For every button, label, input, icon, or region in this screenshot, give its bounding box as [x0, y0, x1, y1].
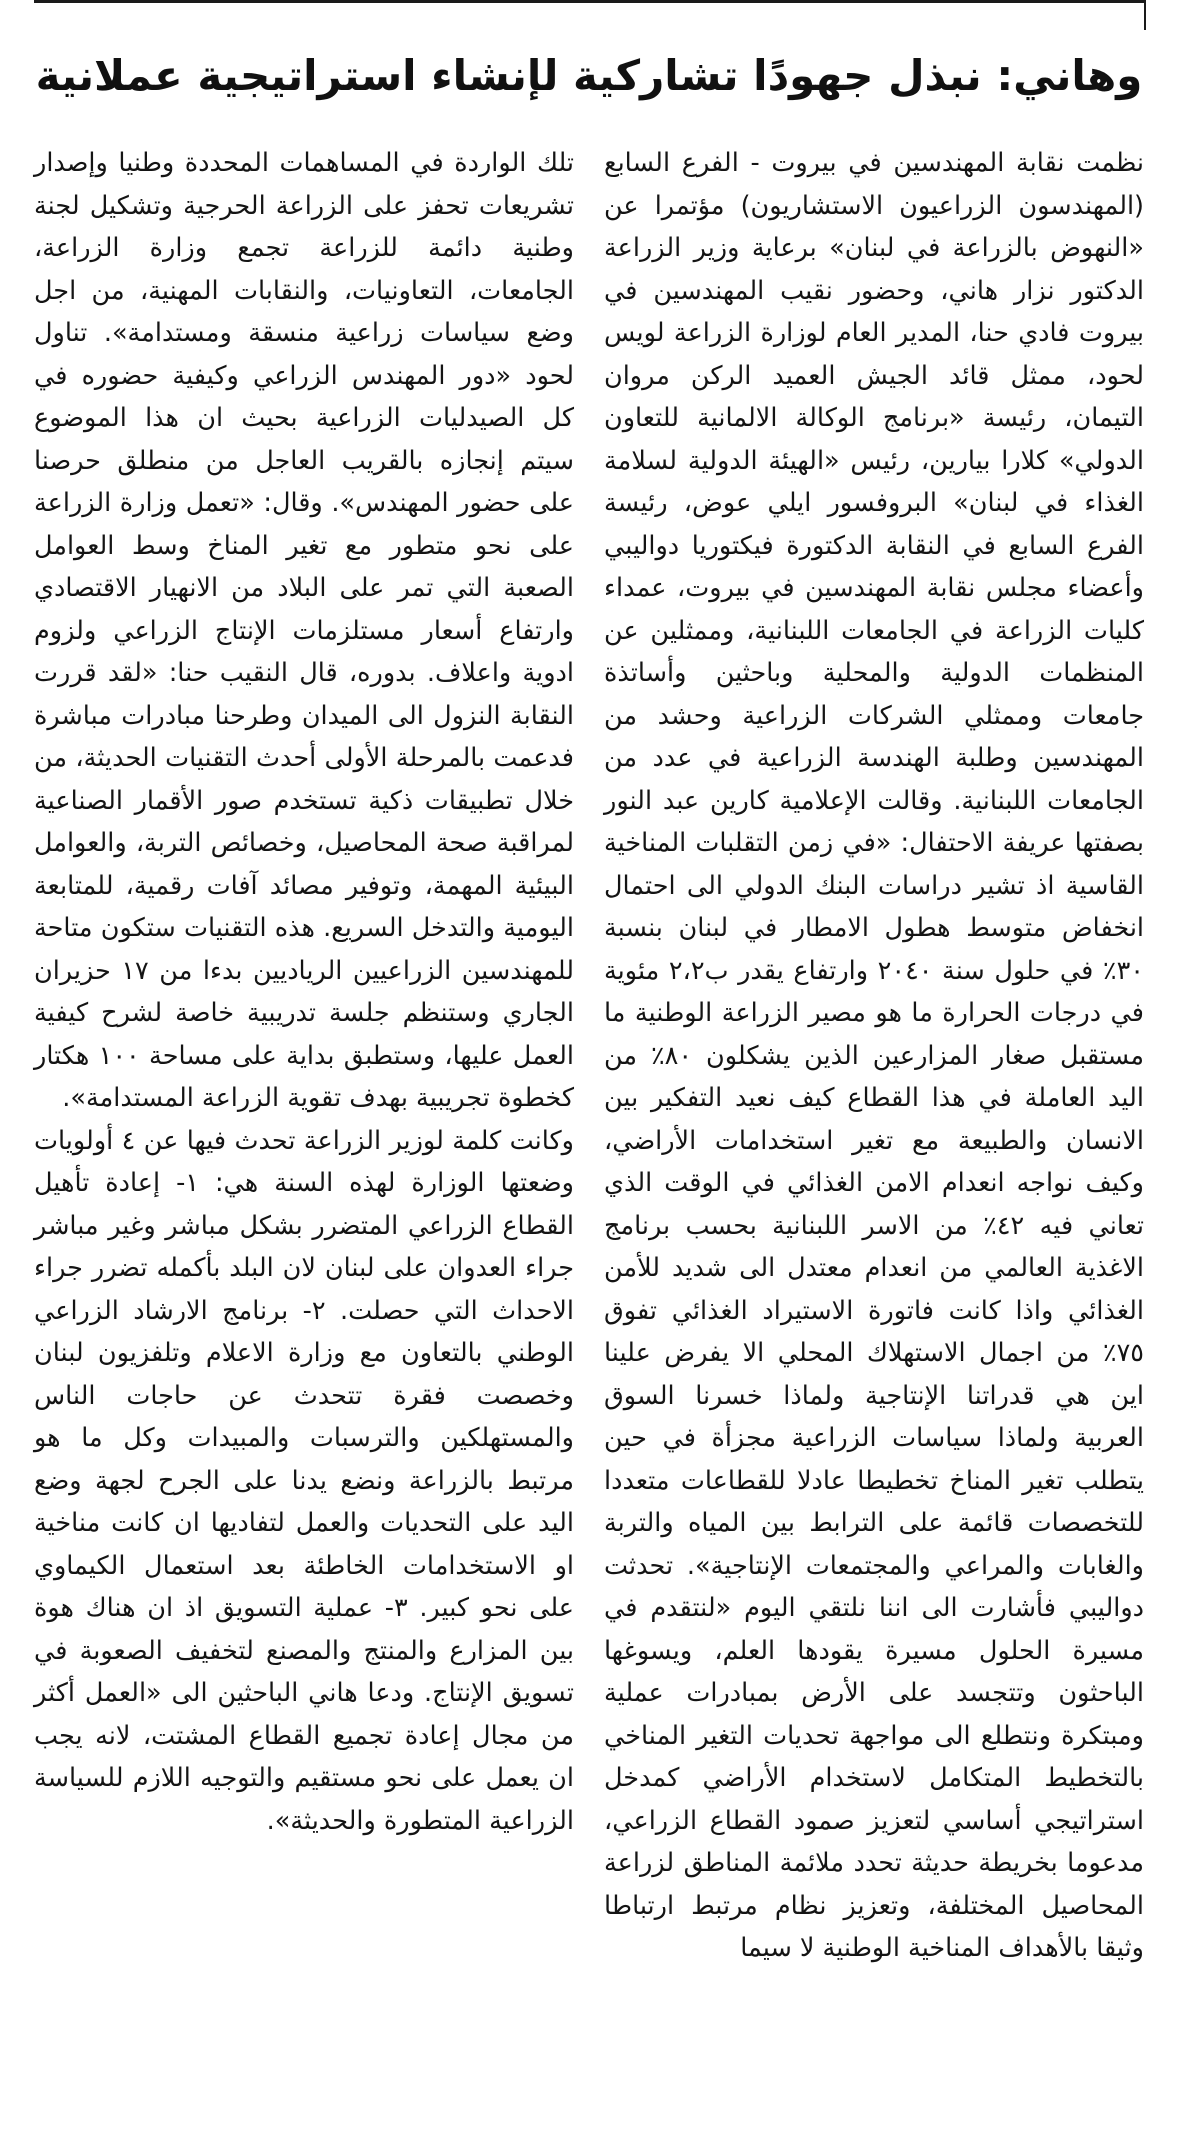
- side-rule: [1144, 0, 1146, 30]
- article-paragraph: وكانت كلمة لوزير الزراعة تحدث فيها عن ٤ أولويات وضعتها الوزارة لهذه السنة هي: ١- إعادة تأهيل القطاع الزراعي المتضرر بشكل مباشر وغير مباشر جراء العدوان على لبنان لان البلد بأكمله تضرر جراء الاحداث التي حصلت. ٢- برنامج الارشاد الزراعي الوطني بالتعاون مع وزارة الاعلام وتلفزيون لبنان وخصصت فقرة تتحدث عن حاجات الناس والمستهلكين والترسبات والمبيدات وكل ما هو مرتبط بالزراعة ونضع يدنا على الجرح لجهة وضع اليد على التحديات والعمل لتفاديها ان كانت مناخية او الاستخدامات الخاطئة بعد استعمال الكيماوي على نحو كبير. ٣- عملية التسويق اذ ان هناك هوة بين المزارع والمنتج والمصنع لتخفيف الصعوبة في تسويق الإنتاج. ودعا هاني الباحثين الى «العمل أكثر من مجال إعادة تجميع القطاع المشتت، لانه يجب ان يعمل على نحو مستقيم والتوجيه اللازم للسياسة الزراعية المتطورة والحديثة».: [34, 1125, 574, 1836]
- article-column-left: [34, 142, 574, 1842]
- article-paragraph: تلك الواردة في المساهمات المحددة وطنيا وإصدار تشريعات تحفز على الزراعة الحرجية وتشكيل لجنة وطنية دائمة للزراعة تجمع وزارة الزراعة، الجامعات، التعاونيات، والنقابات المهنية، من اجل وضع سياسات زراعية منسقة ومستدامة». تناول لحود «دور المهندس الزراعي وكيفية حضوره في كل الصيدليات الزراعية بحيث ان هذا الموضوع سيتم إنجازه بالقريب العاجل من منطلق حرصنا على حضور المهندس». وقال: «تعمل وزارة الزراعة على نحو متطور مع تغير المناخ وسط العوامل الصعبة التي تمر على البلاد من الانهيار الاقتصادي وارتفاع أسعار مستلزمات الإنتاج الزراعي ولزوم ادوية واعلاف. بدوره، قال النقيب حنا: «لقد قررت النقابة النزول الى الميدان وطرحنا مبادرات مباشرة فدعمت بالمرحلة الأولى أحدث التقنيات الحديثة، من خلال تطبيقات ذكية تستخدم صور الأقمار الصناعية لمراقبة صحة المحاصيل، وخصائص التربة، والعوامل البيئية المهمة، وتوفير مصائد آفات رقمية، للمتابعة اليومية والتدخل السريع. هذه التقنيات ستكون متاحة للمهندسين الزراعيين الرياديين بدءا من ١٧ حزيران الجاري وستنظم جلسة تدريبية خاصة لشرح كيفية العمل عليها، وستطبق بداية على مساحة ١٠٠ هكتار كخطوة تجريبية بهدف تقوية الزراعة المستدامة».: [34, 148, 575, 1113]
- article-paragraph: نظمت نقابة المهندسين في بيروت - الفرع السابع (المهندسون الزراعيون الاستشاريون) مؤتمرا عن «النهوض بالزراعة في لبنان» برعاية وزير الزراعة الدكتور نزار هاني، وحضور نقيب المهندسين في بيروت فادي حنا، المدير العام لوزارة الزراعة لويس لحود، ممثل قائد الجيش العميد الركن مروان التيمان، رئيسة «برنامج الوكالة الالمانية للتعاون الدولي» كلارا بيارين، رئيس «الهيئة الدولية لسلامة الغذاء في لبنان» البروفسور ايلي عوض، رئيسة الفرع السابع في النقابة الدكتورة فيكتوريا دواليبي وأعضاء مجلس نقابة المهندسين في بيروت، عمداء كليات الزراعة في الجامعات اللبنانية، وممثلين عن المنظمات الدولية والمحلية وباحثين وأساتذة جامعات وممثلي الشركات الزراعية وحشد من المهندسين وطلبة الهندسة الزراعية في عدد من الجامعات اللبنانية. وقالت الإعلامية كارين عبد النور بصفتها عريفة الاحتفال: «في زمن التقلبات المناخية القاسية اذ تشير دراسات البنك الدولي الى احتمال انخفاض متوسط هطول الامطار في لبنان بنسبة ٣٠٪ في حلول سنة ٢٠٤٠ وارتفاع يقدر ب٢،٢ مئوية في درجات الحرارة ما هو مصير الزراعة الوطنية ما مستقبل صغار المزارعين الذين يشكلون ٨٠٪ من اليد العاملة في هذا القطاع كيف نعيد التفكير بين الانسان والطبيعة مع تغير استخدامات الأراضي، وكيف نواجه انعدام الامن الغذائي في الوقت الذي تعاني فيه ٤٢٪ من الاسر اللبنانية بحسب برنامج الاغذية العالمي من انعدام معتدل الى شديد للأمن الغذائي واذا كانت فاتورة الاستيراد الغذائي تفوق ٧٥٪ من اجمال الاستهلاك المحلي الا يفرض علينا اين هي قدراتنا الإنتاجية ولماذا خسرنا السوق العربية ولماذا سياسات الزراعية مجزأة في حين يتطلب تغير المناخ تخطيطا عادلا للقطاعات متعددا للتخصصات قائمة على الترابط بين المياه والتربة والغابات والمراعي والمجتمعات الإنتاجية». تحدثت دواليبي فأشارت الى اننا نلتقي اليوم «لنتقدم في مسيرة الحلول مسيرة يقودها العلم، ويسوغها الباحثون وتتجسد على الأرض بمبادرات عملية ومبتكرة ونتطلع الى مواجهة تحديات التغير المناخي بالتخطيط المتكامل لاستخدام الأراضي كمدخل استراتيجي أساسي لتعزيز صمود القطاع الزراعي، مدعوما بخريطة حديثة تحدد ملائمة المناطق لزراعة المحاصيل المختلفة، وتعزيز نظام مرتبط ارتباطا وثيقا بالأهداف المناخية الوطنية لا سيما: [604, 148, 1145, 1963]
- article-headline: وهاني: نبذل جهودًا تشاركية لإنشاء استراتيجية عملانية: [35, 51, 1143, 100]
- top-rule: [34, 0, 1144, 3]
- article-column-right: [604, 142, 1144, 1970]
